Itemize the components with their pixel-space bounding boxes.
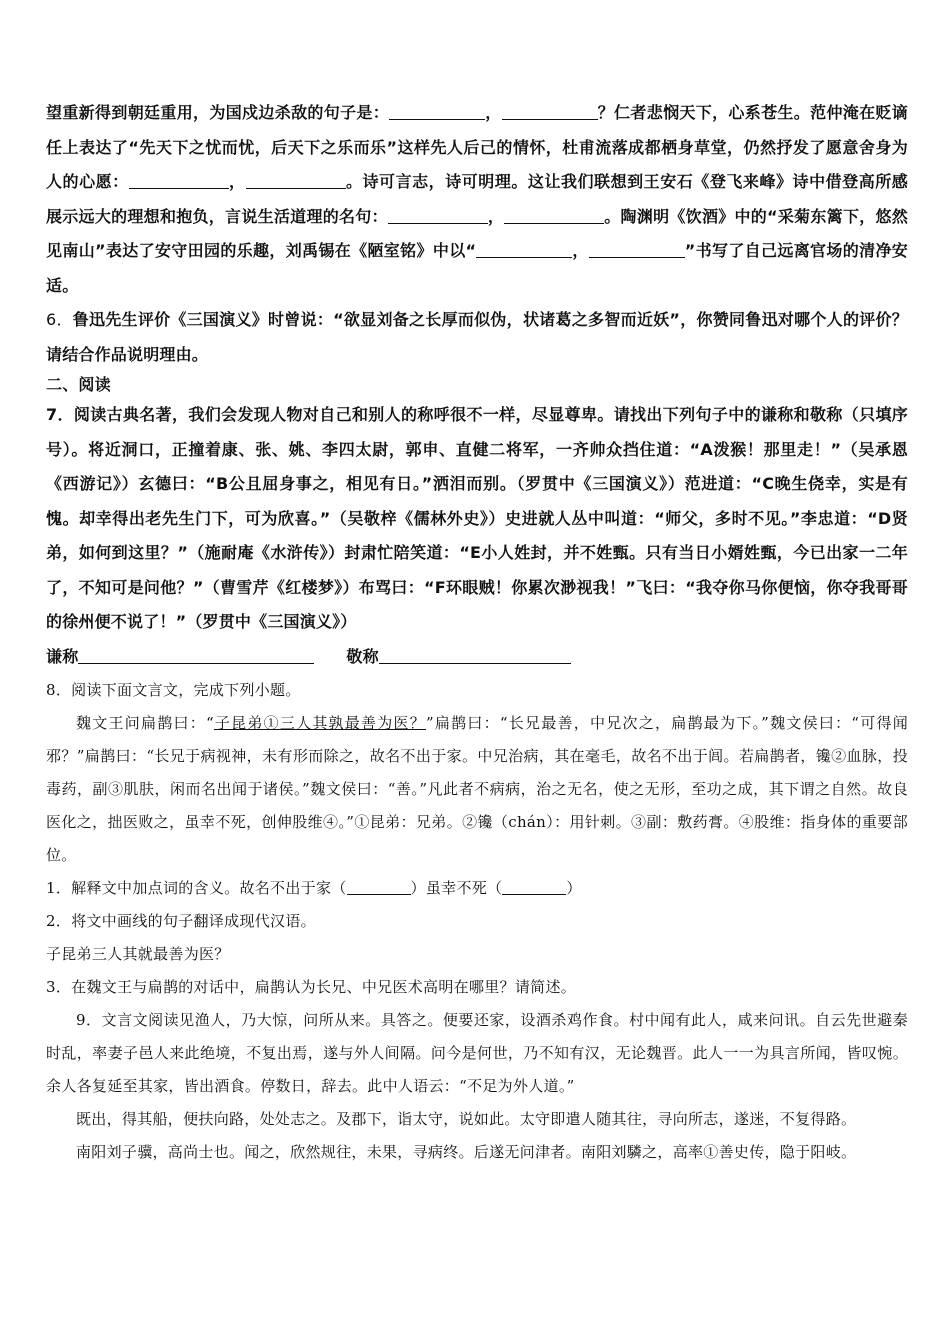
document-page xyxy=(46,96,908,1169)
answer-blank[interactable] xyxy=(388,207,488,224)
answer-blank[interactable] xyxy=(504,207,604,224)
answer-blank[interactable] xyxy=(476,241,572,258)
section-heading-reading: 二、阅读 xyxy=(46,375,111,394)
answer-blank[interactable] xyxy=(246,172,346,189)
answer-blank[interactable] xyxy=(502,103,598,120)
question-6-text: 6．鲁迅先生评价《三国演义》时曾说：“欲显刘备之长厚而似伪，状诸葛之多智而近妖”，你赞同鲁迅对哪个人的评价？请结合作品说明理由。 xyxy=(46,310,908,364)
answer-blank[interactable] xyxy=(129,172,229,189)
honor-answer-blank[interactable] xyxy=(379,647,571,664)
question-5-text: 望重新得到朝廷重用，为国戍边杀敌的句子是： ， ？仁者悲悯天下，心系苍生。范仲淹在贬谪任上表达了“先天下之忧而忧，后天下之乐而乐”这样先人后己的情怀，杜甫流落成都栖身草堂，仍然抒发了愿意舍身为人的心愿： ， 。诗可言志，诗可明理。这让我们联想到王安石《登飞来峰》诗中借登高所感展示远大的理想和抱负，言说生活道理的名句： ， 。陶渊明《饮酒》中的“采菊东篱下，悠然见南山”表达了安守田园的乐趣，刘禹锡在《陋室铭》中以“ ， ”书写了自己远离官场的清净安适。 xyxy=(46,103,908,295)
question-9-paragraph-2: 既出，得其船，便扶向路，处处志之。及郡下，诣太守，说如此。太守即遣人随其往，寻向所志，遂迷，不复得路。 xyxy=(76,1110,857,1128)
answer-blank[interactable] xyxy=(502,879,566,895)
underlined-sentence: 子昆弟①三人其孰最善为医？ xyxy=(213,714,427,732)
question-8-sub-2-sentence: 子昆弟三人其就最善为医？ xyxy=(46,945,230,963)
answer-blank[interactable] xyxy=(347,879,411,895)
question-8-sub-3: 3．在魏文王与扁鹊的对话中，扁鹊认为长兄、中兄医术高明在哪里？请简述。 xyxy=(46,978,577,996)
question-8-intro: 8．阅读下面文言文，完成下列小题。 xyxy=(46,681,301,699)
humble-answer-blank[interactable] xyxy=(78,647,314,664)
answer-blank[interactable] xyxy=(389,103,485,120)
question-8-passage: 魏文王问扁鹊曰：“子昆弟①三人其孰最善为医？”扁鹊曰：“长兄最善，中兄次之，扁鹊最为下。”魏文侯曰：“可得闻邪？”扁鹊曰：“长兄于病视神，未有形而除之，故名不出于家。中兄治病，其在毫毛，故名不出于闾。若扁鹊者，镵②血脉，投毒药，副③肌肤，闲而名出闻于诸侯。”魏文侯曰：“善。”凡此者不病病，治之无名，使之无形，至功之成，其下谓之自然。故良医化之，拙医败之，虽幸不死，创伸股维④。”①昆弟：兄弟。②镵（chán）：用针刺。③副：敷药膏。④股维：指身体的重要部位。 xyxy=(46,714,909,864)
question-7-text: 7．阅读古典名著，我们会发现人物对自己和别人的称呼很不一样，尽显尊卑。请找出下列句子中的谦称和敬称（只填序号）。将近洞口，正撞着康、张、姚、李四太尉，郭申、直健二将军，一齐帅众挡住道：“A泼猴！那里走！”（吴承恩《西游记》）玄德曰：“B公且屈身事之，相见有日。”洒泪而别。（罗贯中《三国演义》）范进道：“C晚生侥幸，实是有愧。却幸得出老先生门下，可为欣喜。”（吴敬梓《儒林外史》）史进就人丛中叫道：“师父，多时不见。”李忠道：“D贤弟，如何到这里？”（施耐庵《水浒传》）封肃忙陪笑道：“E小人姓封，并不姓甄。只有当日小婿姓甄，今已出家一二年了，不知可是问他？”（曹雪芹《红楼梦》）布骂曰：“F环眼贼！你累次渺视我！”飞曰：“我夺你马你便恼，你夺我哥哥的徐州便不说了！”（罗贯中《三国演义》） xyxy=(46,405,908,631)
question-9-paragraph-3: 南阳刘子骥，高尚士也。闻之，欣然规往，未果，寻病终。后遂无问津者。南阳刘驎之，高率①善史传，隐于阳岐。 xyxy=(76,1143,857,1161)
answer-blank[interactable] xyxy=(589,241,685,258)
question-8-sub-2: 2．将文中画线的句子翻译成现代汉语。 xyxy=(46,912,316,930)
question-7-answer-line: 谦称 敬称 xyxy=(46,640,908,675)
question-8-sub-1: 1．解释文中加点词的含义。故名不出于家（ ）虽幸不死（ ） xyxy=(46,879,582,897)
question-9-paragraph-1: 9．文言文阅读见渔人，乃大惊，问所从来。具答之。便要还家，设酒杀鸡作食。村中闻有此人，咸来问讯。自云先世避秦时乱，率妻子邑人来此绝境，不复出焉，遂与外人间隔。问今是何世，乃不知有汉，无论魏晋。此人一一为具言所闻，皆叹惋。余人各复延至其家，皆出酒食。停数日，辞去。此中人语云：“不足为外人道。” xyxy=(46,1011,908,1095)
